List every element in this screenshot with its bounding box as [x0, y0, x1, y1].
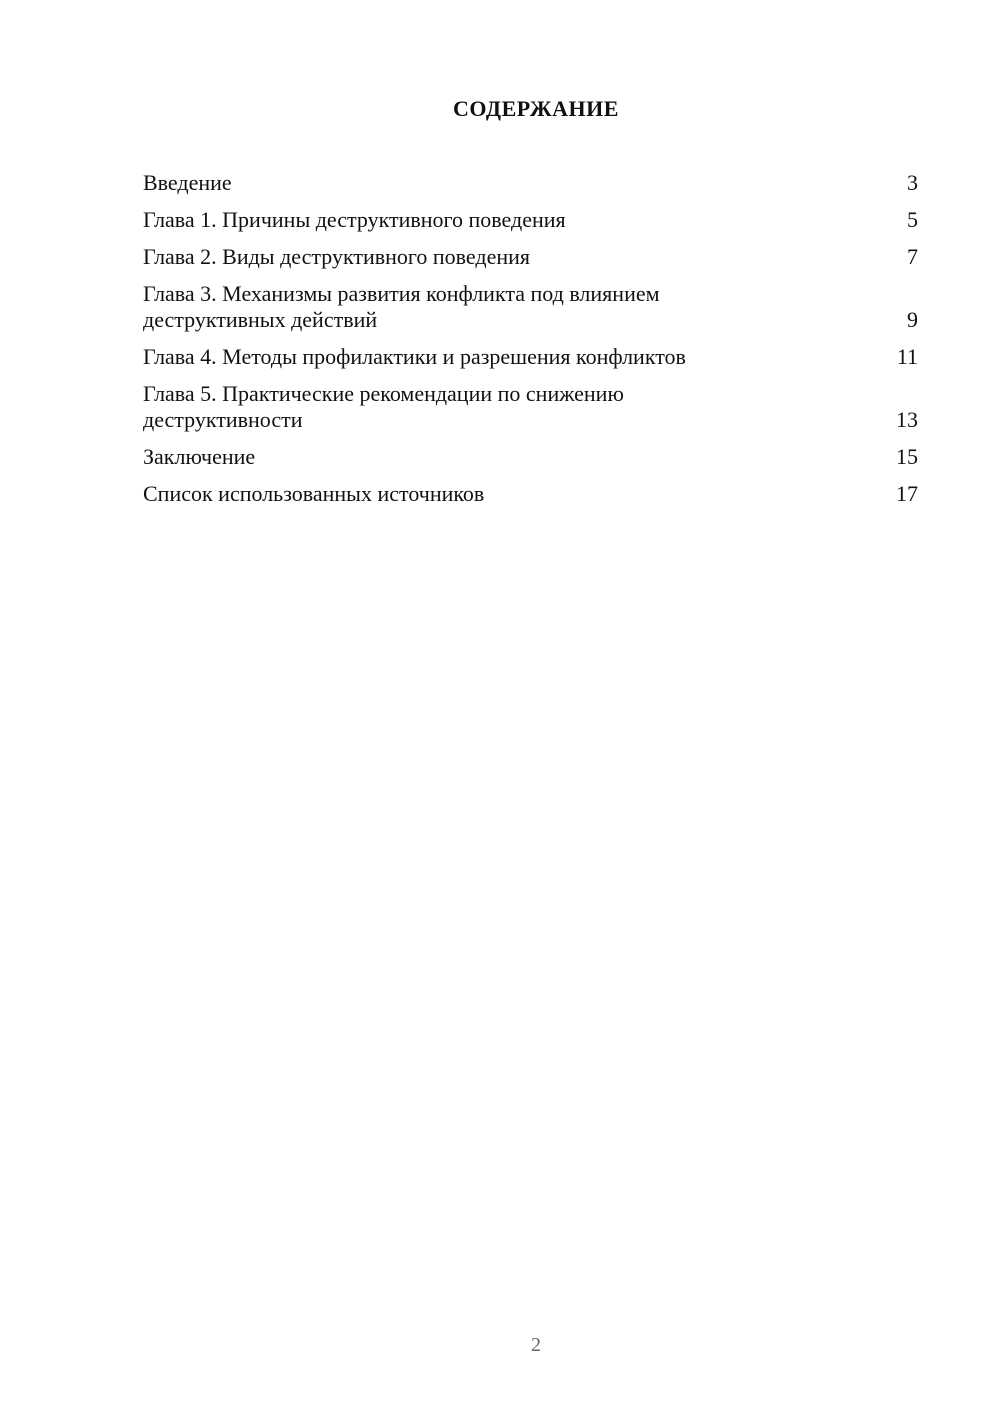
toc-entry-label: [143, 344, 783, 370]
page-number: 2: [531, 1334, 541, 1356]
toc-entry-references: [143, 481, 918, 507]
toc-entry-chapter-2: [143, 244, 918, 270]
toc-entry-line: Введение: [143, 170, 232, 195]
toc-entry-line: Глава 4. Методы профилактики и разрешения конфликтов: [143, 344, 686, 369]
toc-entry-page: 3: [907, 170, 918, 195]
toc-entry-chapter-3: [143, 281, 918, 333]
toc-entry-chapter-1: [143, 207, 918, 233]
toc-entry-page: 9: [907, 307, 918, 332]
toc-entry-chapter-5: [143, 381, 918, 433]
toc-entry-line: деструктивных действий: [143, 307, 378, 332]
toc-entry-introduction: [143, 170, 918, 196]
toc-entry-page: 5: [907, 207, 918, 232]
toc-entry-label: [143, 281, 783, 333]
toc-entry-line: деструктивности: [143, 407, 303, 432]
toc-entry-page: 13: [896, 407, 918, 432]
toc-entry-line: Глава 3. Механизмы развития конфликта под влиянием: [143, 281, 660, 306]
toc-entry-chapter-4: [143, 344, 918, 370]
toc-entry-label: [143, 244, 783, 270]
toc-entry-page: 15: [896, 444, 918, 469]
toc-entry-line: Глава 5. Практические рекомендации по снижению: [143, 381, 624, 406]
toc-entry-page: 7: [907, 244, 918, 269]
toc-entry-label: [143, 481, 783, 507]
toc-entry-label: [143, 207, 783, 233]
toc-entry-line: Список использованных источников: [143, 481, 485, 506]
toc-entry-line: Заключение: [143, 444, 256, 469]
toc-entry-label: [143, 381, 783, 433]
toc-entry-line: Глава 1. Причины деструктивного поведения: [143, 207, 566, 232]
toc-entry-page: 17: [896, 481, 918, 506]
toc-entry-line: Глава 2. Виды деструктивного поведения: [143, 244, 531, 269]
toc-entry-label: [143, 170, 783, 196]
toc-entry-label: [143, 444, 783, 470]
toc-entry-conclusion: [143, 444, 918, 470]
toc-title: СОДЕРЖАНИЕ: [453, 96, 619, 121]
toc-entry-page: 11: [896, 344, 918, 369]
table-of-contents: [143, 170, 918, 518]
